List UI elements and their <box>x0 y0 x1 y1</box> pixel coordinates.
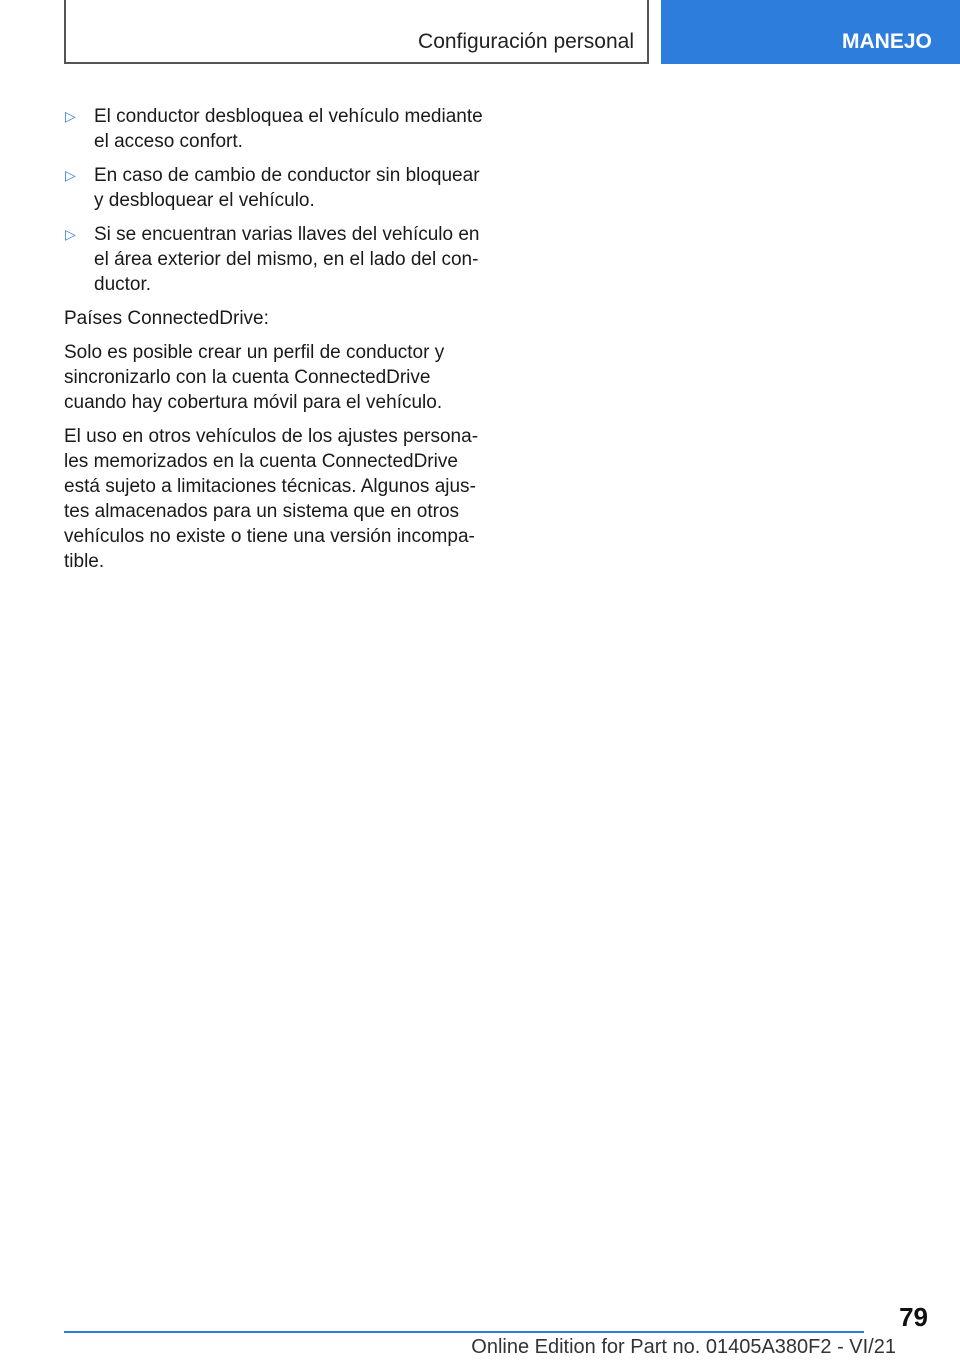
triangle-right-icon: ▷ <box>65 108 76 124</box>
edition-text: Online Edition for Part no. 01405A380F2 - VI/21 <box>471 1336 896 1358</box>
list-item <box>64 104 484 154</box>
paragraph-heading: Países ConnectedDrive: <box>64 308 269 329</box>
list-item <box>64 163 484 213</box>
list-item-text: El conductor desbloquea el vehículo mediante el acceso confort. <box>94 106 483 152</box>
chapter-tab <box>661 0 960 64</box>
triangle-right-icon: ▷ <box>65 167 76 183</box>
page-content <box>64 104 484 583</box>
footer-divider <box>64 1331 864 1333</box>
paragraph: El uso en otros vehículos de los ajustes personales memorizados en la cuenta ConnectedDrive está sujeto a limitaciones técnicas. Algunos ajustes almacenados para un sistema que en otros vehículos no existe o tiene una versión incompatible. <box>64 426 479 572</box>
list-item-text: Si se encuentran varias llaves del vehículo en el área exterior del mismo, en el lado del conductor. <box>94 224 480 295</box>
list-item <box>64 222 484 297</box>
page-number: 79 <box>899 1302 928 1332</box>
paragraph: Solo es posible crear un perfil de conductor y sincronizarlo con la cuenta ConnectedDrive cuando hay cobertura móvil para el vehículo. <box>64 342 445 413</box>
section-title: Configuración personal <box>418 30 634 53</box>
chapter-tab-label: MANEJO <box>842 30 932 53</box>
triangle-right-icon: ▷ <box>65 226 76 242</box>
list-item-text: En caso de cambio de conductor sin bloquear y desbloquear el vehículo. <box>94 165 480 211</box>
